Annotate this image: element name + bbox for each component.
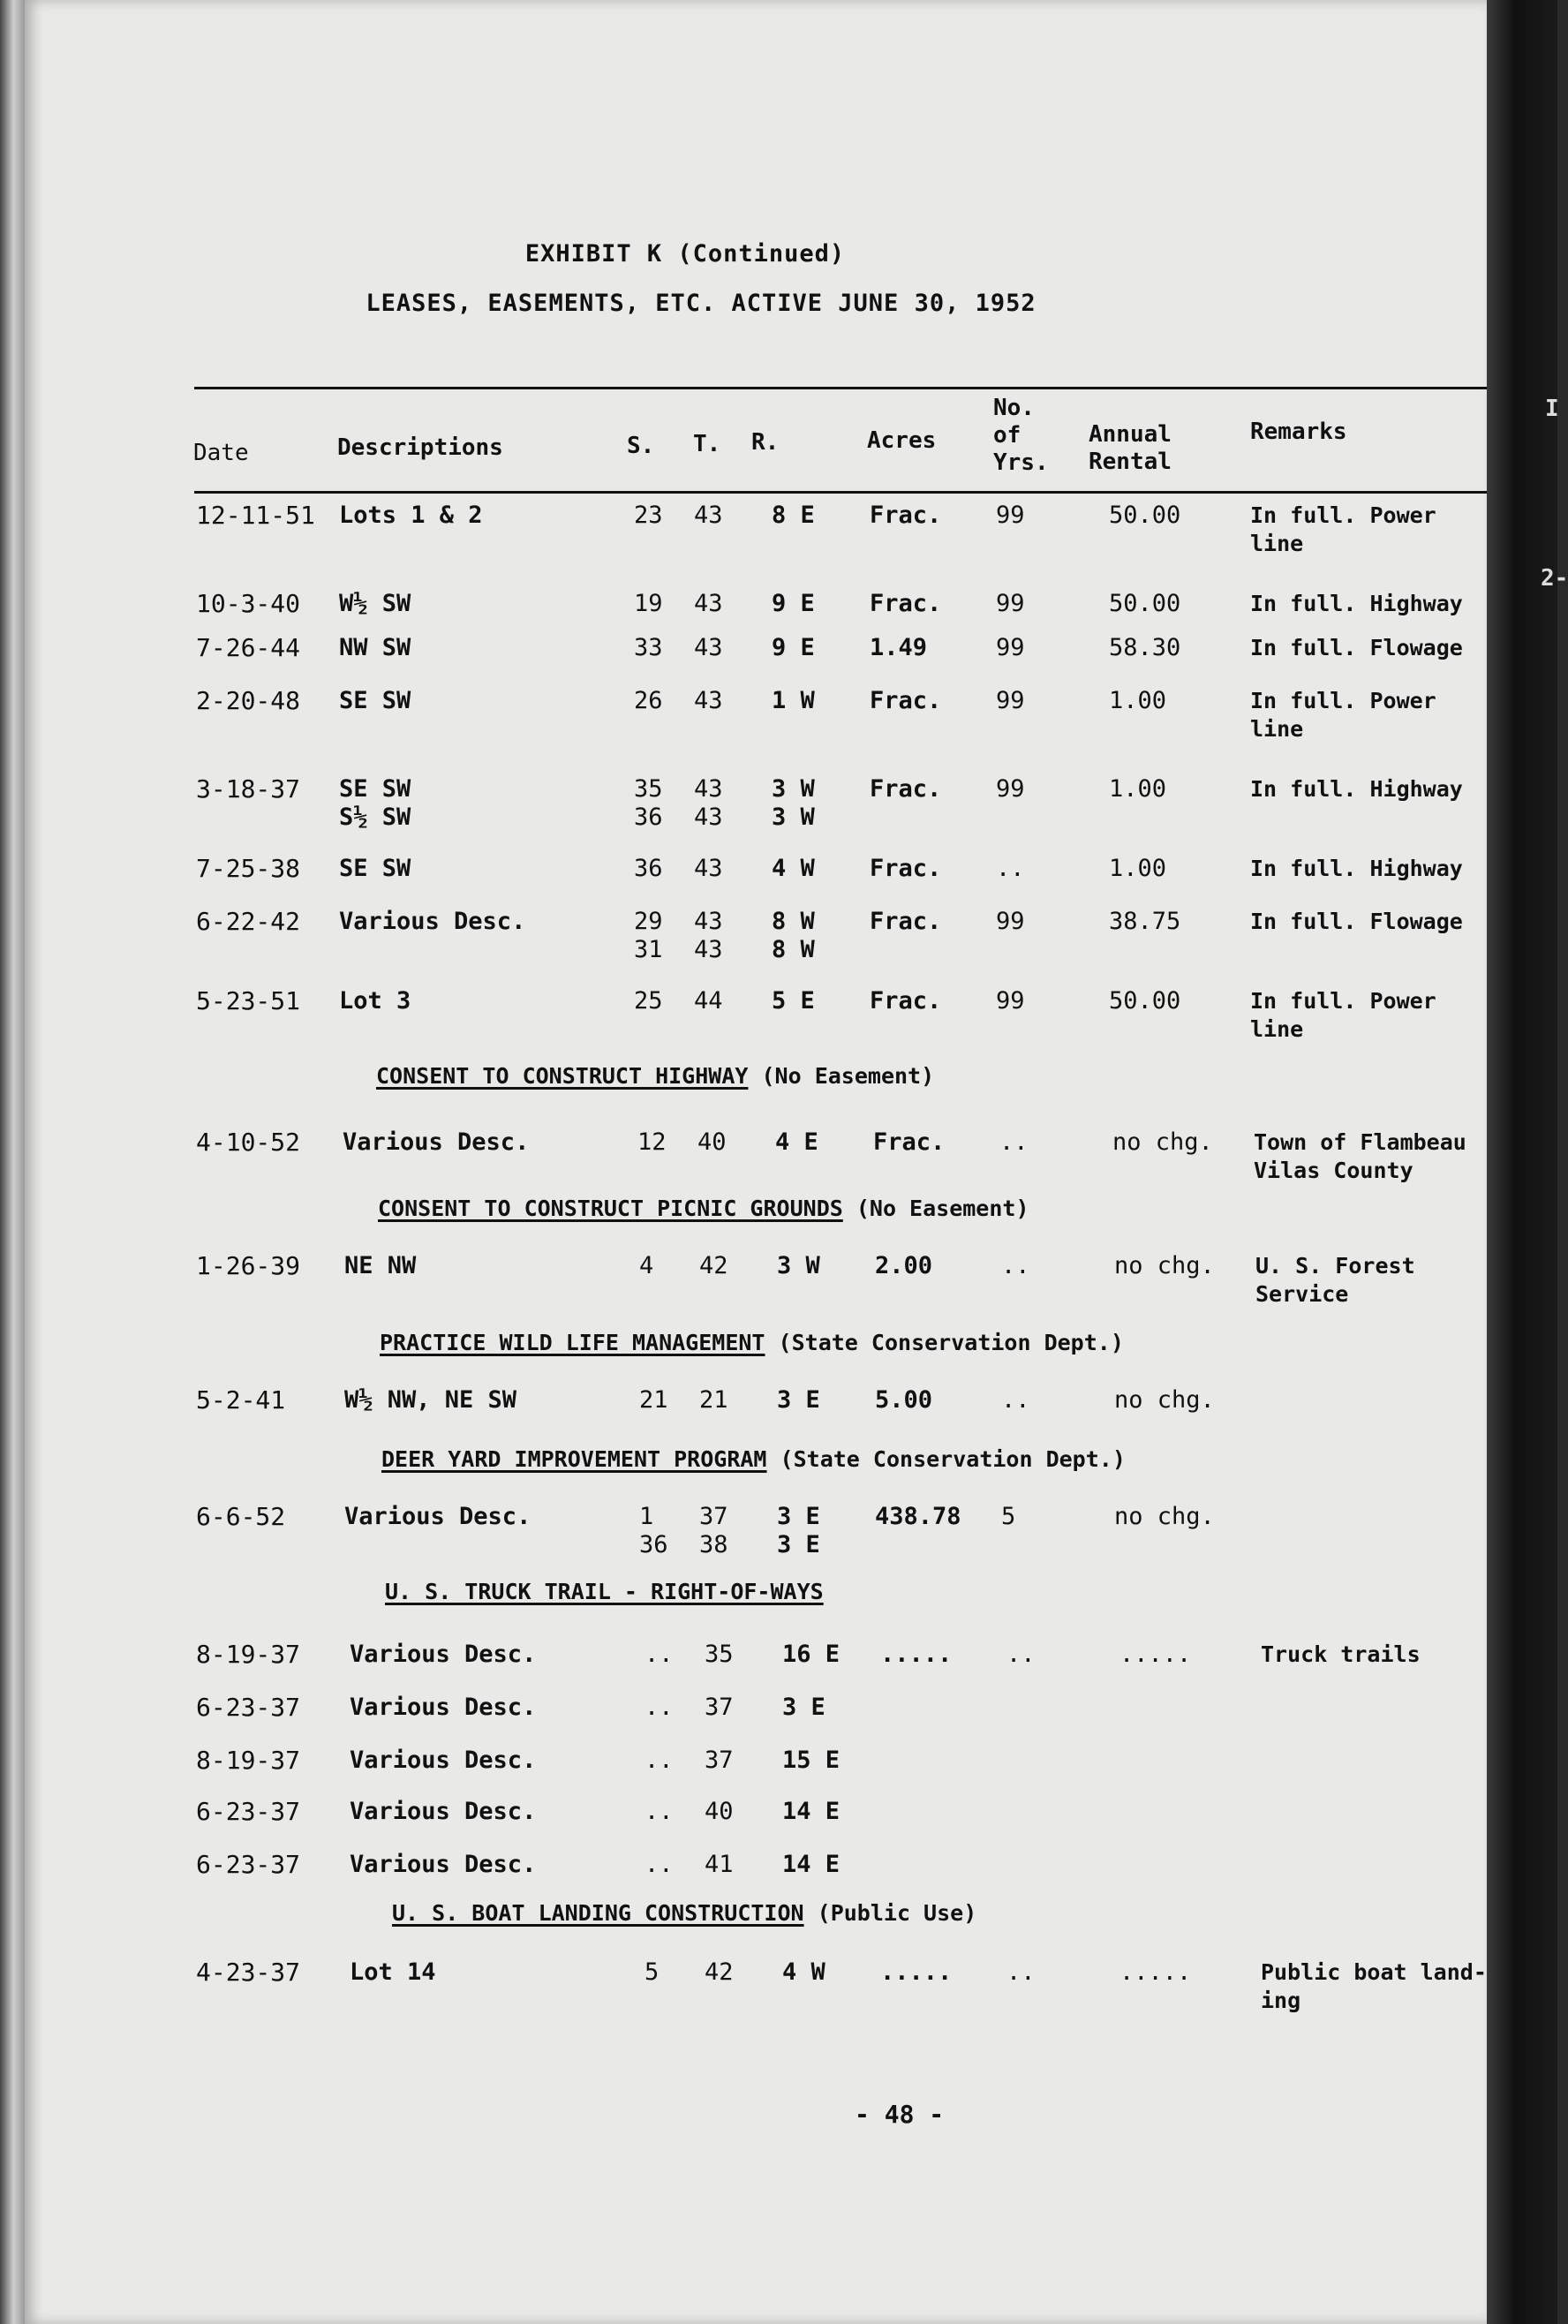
row-date: 6-6-52 bbox=[196, 1502, 286, 1531]
section-title: DEER YARD IMPROVEMENT PROGRAM bbox=[381, 1446, 767, 1472]
section-note: (No Easement) bbox=[748, 1063, 935, 1089]
section-note: (State Conservation Dept.) bbox=[765, 1330, 1124, 1355]
row-rental: 1.00 bbox=[1109, 687, 1167, 714]
row-township: 43 bbox=[694, 502, 723, 529]
row-date: 6-23-37 bbox=[196, 1797, 301, 1826]
row-range: 4 E bbox=[775, 1128, 818, 1156]
col-header-years: No. of Yrs. bbox=[993, 395, 1049, 476]
row-years: .. bbox=[1006, 1958, 1036, 1986]
row-date: 8-19-37 bbox=[196, 1746, 301, 1775]
row-date: 5-2-41 bbox=[196, 1385, 286, 1415]
row-section: .. bbox=[645, 1747, 674, 1774]
scan-right-edge bbox=[1487, 0, 1557, 2324]
row-remarks: Public boat land- ing bbox=[1261, 1959, 1487, 2013]
section-heading bbox=[392, 1900, 976, 1926]
row-section: 23 bbox=[634, 502, 663, 529]
row-range: 8 E bbox=[772, 502, 815, 529]
row-township: 43 43 bbox=[694, 908, 723, 963]
row-rental: 38.75 bbox=[1109, 908, 1181, 935]
row-range: 9 E bbox=[772, 590, 815, 617]
row-remarks: Town of Flambeau Vilas County bbox=[1254, 1129, 1466, 1183]
row-description: Lot 14 bbox=[350, 1958, 436, 1986]
table-row bbox=[25, 775, 1487, 846]
row-rental: 50.00 bbox=[1109, 502, 1181, 529]
col-header-range: R. bbox=[751, 429, 780, 456]
row-acres: 438.78 bbox=[875, 1503, 961, 1530]
row-township: 43 43 bbox=[694, 775, 723, 831]
section-title: CONSENT TO CONSTRUCT HIGHWAY bbox=[376, 1063, 749, 1089]
row-township: 43 bbox=[694, 855, 723, 882]
row-date: 4-10-52 bbox=[196, 1128, 301, 1157]
row-remarks: In full. Highway bbox=[1250, 856, 1463, 881]
row-section: 29 31 bbox=[634, 908, 663, 963]
row-remarks: In full. Flowage bbox=[1250, 635, 1463, 660]
row-date: 4-23-37 bbox=[196, 1958, 301, 1987]
row-rental: 1.00 bbox=[1109, 855, 1167, 882]
table-row bbox=[25, 502, 1487, 572]
col-header-rental: Annual Rental bbox=[1089, 421, 1172, 475]
row-remarks: In full. Highway bbox=[1250, 776, 1463, 802]
col-header-descriptions: Descriptions bbox=[337, 434, 503, 461]
row-acres: Frac. bbox=[870, 987, 942, 1015]
table-row bbox=[25, 1503, 1487, 1573]
col-header-remarks: Remarks bbox=[1250, 419, 1347, 445]
row-description: SE SW S½ SW bbox=[339, 775, 411, 831]
col-header-section: S. bbox=[627, 433, 655, 459]
row-date: 6-22-42 bbox=[196, 907, 301, 936]
row-range: 3 E bbox=[782, 1694, 825, 1721]
row-acres: Frac. bbox=[870, 502, 942, 529]
row-section: .. bbox=[645, 1851, 674, 1878]
row-years: 99 bbox=[996, 908, 1025, 935]
row-remarks: In full. Highway bbox=[1250, 591, 1463, 616]
col-header-acres: Acres bbox=[867, 427, 937, 454]
table-row bbox=[25, 908, 1487, 978]
row-date: 6-23-37 bbox=[196, 1693, 301, 1722]
document-page bbox=[25, 0, 1487, 2324]
row-township: 37 bbox=[705, 1747, 734, 1774]
row-rental: no chg. bbox=[1114, 1386, 1215, 1414]
row-range: 3 W 3 W bbox=[772, 775, 815, 831]
row-description: Various Desc. bbox=[343, 1128, 530, 1156]
row-description: W½ SW bbox=[339, 590, 411, 617]
row-years: 99 bbox=[996, 775, 1025, 803]
row-rental: 1.00 bbox=[1109, 775, 1167, 803]
row-township: 42 bbox=[699, 1252, 728, 1279]
row-range: 4 W bbox=[772, 855, 815, 882]
row-range: 3 E bbox=[777, 1386, 820, 1414]
row-years: .. bbox=[999, 1128, 1029, 1156]
row-years: 5 bbox=[1001, 1503, 1016, 1530]
row-remarks: In full. Power line bbox=[1250, 988, 1436, 1042]
row-years: .. bbox=[996, 855, 1025, 882]
row-township: 43 bbox=[694, 590, 723, 617]
row-township: 43 bbox=[694, 634, 723, 661]
row-years: 99 bbox=[996, 502, 1025, 529]
page-number: - 48 - bbox=[855, 2100, 945, 2129]
row-township: 40 bbox=[705, 1798, 734, 1825]
row-description: Lots 1 & 2 bbox=[339, 502, 483, 529]
row-description: Various Desc. bbox=[344, 1503, 531, 1530]
row-date: 3-18-37 bbox=[196, 774, 301, 804]
row-description: NW SW bbox=[339, 634, 411, 661]
bleed-through-mark: I bbox=[1545, 396, 1559, 422]
row-description: NE NW bbox=[344, 1252, 417, 1279]
row-description: Various Desc. bbox=[350, 1641, 537, 1668]
row-description: SE SW bbox=[339, 855, 411, 882]
row-date: 12-11-51 bbox=[196, 501, 315, 530]
row-section: 19 bbox=[634, 590, 663, 617]
section-note: (State Conservation Dept.) bbox=[766, 1446, 1126, 1472]
row-acres: Frac. bbox=[873, 1128, 946, 1156]
section-heading bbox=[378, 1196, 1029, 1221]
row-section: 35 36 bbox=[634, 775, 663, 831]
row-township: 43 bbox=[694, 687, 723, 714]
row-section: 36 bbox=[634, 855, 663, 882]
row-township: 44 bbox=[694, 987, 723, 1015]
page-binding bbox=[0, 0, 25, 2324]
row-years: .. bbox=[1006, 1641, 1036, 1668]
row-date: 5-23-51 bbox=[196, 986, 301, 1015]
row-section: .. bbox=[645, 1798, 674, 1825]
col-header-date: Date bbox=[193, 440, 249, 466]
row-remarks: In full. Flowage bbox=[1250, 909, 1463, 934]
row-acres: ..... bbox=[880, 1641, 953, 1668]
section-title: U. S. BOAT LANDING CONSTRUCTION bbox=[392, 1900, 804, 1926]
section-title: U. S. TRUCK TRAIL - RIGHT-OF-WAYS bbox=[385, 1579, 824, 1604]
section-note: (Public Use) bbox=[803, 1900, 977, 1926]
row-rental: 58.30 bbox=[1109, 634, 1181, 661]
row-township: 42 bbox=[705, 1958, 734, 1986]
row-section: .. bbox=[645, 1694, 674, 1721]
row-acres: 5.00 bbox=[875, 1386, 933, 1414]
section-title: CONSENT TO CONSTRUCT PICNIC GROUNDS bbox=[378, 1196, 843, 1221]
table-row bbox=[25, 687, 1487, 758]
row-range: 5 E bbox=[772, 987, 815, 1015]
row-years: .. bbox=[1001, 1252, 1030, 1279]
row-remarks: Truck trails bbox=[1261, 1641, 1421, 1667]
row-remarks: U. S. Forest Service bbox=[1255, 1253, 1415, 1307]
table-row bbox=[25, 1252, 1487, 1323]
row-range: 8 W 8 W bbox=[772, 908, 815, 963]
row-years: 99 bbox=[996, 634, 1025, 661]
row-years: 99 bbox=[996, 590, 1025, 617]
exhibit-title: EXHIBIT K (Continued) bbox=[524, 240, 846, 268]
table-row bbox=[25, 987, 1487, 1058]
row-rental: no chg. bbox=[1114, 1252, 1215, 1279]
row-date: 7-26-44 bbox=[196, 633, 301, 662]
row-date: 2-20-48 bbox=[196, 686, 301, 715]
section-heading bbox=[380, 1330, 1124, 1355]
row-rental: ..... bbox=[1119, 1641, 1192, 1668]
row-range: 15 E bbox=[782, 1747, 841, 1774]
row-township: 37 bbox=[705, 1694, 734, 1721]
row-years: .. bbox=[1001, 1386, 1030, 1414]
row-section: 4 bbox=[639, 1252, 654, 1279]
row-description: W½ NW, NE SW bbox=[344, 1386, 517, 1414]
row-range: 4 W bbox=[782, 1958, 825, 1986]
row-date: 1-26-39 bbox=[196, 1251, 301, 1280]
row-section: 25 bbox=[634, 987, 663, 1015]
row-acres: ..... bbox=[880, 1958, 953, 1986]
row-acres: Frac. bbox=[870, 855, 942, 882]
row-township: 41 bbox=[705, 1851, 734, 1878]
row-range: 9 E bbox=[772, 634, 815, 661]
row-description: SE SW bbox=[339, 687, 411, 714]
row-description: Various Desc. bbox=[339, 908, 526, 935]
row-rental: no chg. bbox=[1114, 1503, 1215, 1530]
row-remarks: In full. Power line bbox=[1250, 688, 1436, 742]
row-section: 26 bbox=[634, 687, 663, 714]
row-acres: Frac. bbox=[870, 687, 942, 714]
row-description: Lot 3 bbox=[339, 987, 411, 1015]
row-description: Various Desc. bbox=[350, 1851, 537, 1878]
row-township: 35 bbox=[705, 1641, 734, 1668]
row-range: 14 E bbox=[782, 1851, 841, 1878]
row-rental: ..... bbox=[1119, 1958, 1192, 1986]
row-description: Various Desc. bbox=[350, 1694, 537, 1721]
row-acres: Frac. bbox=[870, 908, 942, 935]
row-date: 8-19-37 bbox=[196, 1640, 301, 1669]
row-description: Various Desc. bbox=[350, 1747, 537, 1774]
row-section: 5 bbox=[645, 1958, 660, 1986]
row-date: 6-23-37 bbox=[196, 1850, 301, 1879]
row-rental: 50.00 bbox=[1109, 987, 1181, 1015]
row-township: 37 38 bbox=[699, 1503, 728, 1558]
row-acres: Frac. bbox=[870, 775, 942, 803]
row-acres: 1.49 bbox=[870, 634, 928, 661]
header-bottom-rule bbox=[194, 491, 1517, 494]
row-years: 99 bbox=[996, 987, 1025, 1015]
row-acres: Frac. bbox=[870, 590, 942, 617]
exhibit-subtitle: LEASES, EASEMENTS, ETC. ACTIVE JUNE 30, 1952 bbox=[366, 290, 1037, 317]
header-top-rule bbox=[194, 387, 1517, 389]
row-range: 3 E 3 E bbox=[777, 1503, 820, 1558]
row-section: 21 bbox=[639, 1386, 668, 1414]
row-section: .. bbox=[645, 1641, 674, 1668]
section-heading bbox=[376, 1063, 934, 1089]
row-date: 10-3-40 bbox=[196, 589, 301, 618]
row-section: 12 bbox=[637, 1128, 667, 1156]
row-years: 99 bbox=[996, 687, 1025, 714]
row-township: 40 bbox=[697, 1128, 727, 1156]
row-remarks: In full. Power line bbox=[1250, 502, 1436, 556]
row-range: 16 E bbox=[782, 1641, 841, 1668]
row-description: Various Desc. bbox=[350, 1798, 537, 1825]
row-section: 1 36 bbox=[639, 1503, 668, 1558]
row-date: 7-25-38 bbox=[196, 854, 301, 883]
table-row bbox=[25, 1958, 1487, 2029]
bleed-through-mark: 2- bbox=[1541, 565, 1568, 592]
section-title: PRACTICE WILD LIFE MANAGEMENT bbox=[380, 1330, 765, 1355]
row-acres: 2.00 bbox=[875, 1252, 933, 1279]
row-section: 33 bbox=[634, 634, 663, 661]
section-heading bbox=[381, 1446, 1126, 1472]
row-range: 14 E bbox=[782, 1798, 841, 1825]
row-range: 3 W bbox=[777, 1252, 820, 1279]
row-township: 21 bbox=[699, 1386, 728, 1414]
section-note: (No Easement) bbox=[842, 1196, 1029, 1221]
row-range: 1 W bbox=[772, 687, 815, 714]
row-rental: no chg. bbox=[1112, 1128, 1213, 1156]
col-header-township: T. bbox=[693, 431, 721, 457]
section-heading bbox=[385, 1579, 824, 1604]
row-rental: 50.00 bbox=[1109, 590, 1181, 617]
table-row bbox=[25, 1128, 1487, 1199]
